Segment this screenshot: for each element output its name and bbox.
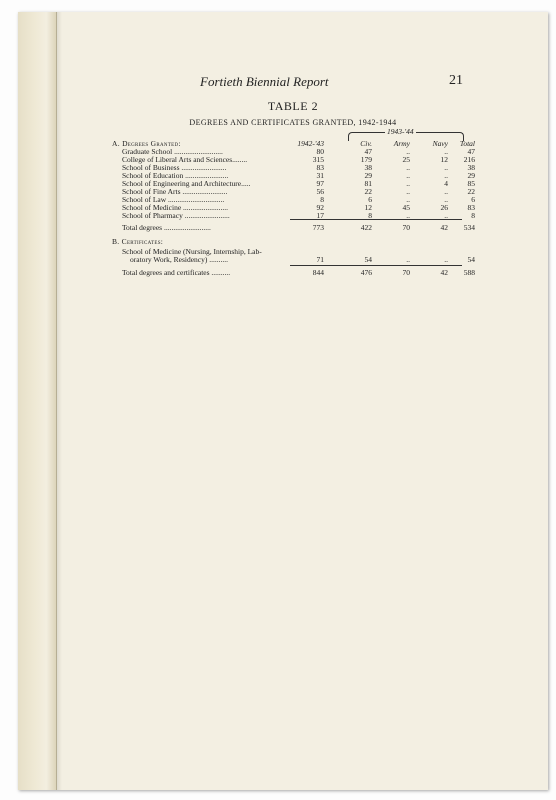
cell-navy: .. — [444, 195, 448, 204]
cell-civ: 47 — [364, 147, 372, 156]
column-header-total: Total — [459, 139, 475, 148]
cell-total: 83 — [467, 203, 475, 212]
cell-civ: 8 — [368, 211, 372, 220]
cell-navy: .. — [444, 171, 448, 180]
cell-1942-43: 92 — [316, 203, 324, 212]
cell-total: 29 — [467, 171, 475, 180]
cell-1942-43: 773 — [312, 223, 324, 232]
cell-navy: 4 — [444, 179, 448, 188]
cell-total: 588 — [463, 268, 475, 277]
table-title: TABLE 2 — [267, 99, 319, 113]
cell-army: .. — [406, 147, 410, 156]
cell-army: .. — [406, 255, 410, 264]
cell-total: 38 — [467, 163, 475, 172]
row-label: School of Education ....................... — [122, 171, 229, 180]
cell-total: 22 — [467, 187, 475, 196]
cell-total: 54 — [467, 255, 475, 264]
cell-total: 6 — [471, 195, 475, 204]
cell-army: 70 — [402, 268, 410, 277]
cell-1942-43: 315 — [312, 155, 324, 164]
cell-navy: .. — [444, 255, 448, 264]
column-header-army: Army — [393, 139, 410, 148]
cell-1942-43: 56 — [316, 187, 324, 196]
section-b-heading: B. Certificates: — [112, 237, 164, 246]
degrees-table — [112, 139, 475, 220]
grand-total-row — [112, 268, 475, 277]
cell-1942-43: 31 — [316, 171, 324, 180]
row-label: Graduate School .......................... — [122, 147, 223, 156]
spine-shadow — [56, 12, 62, 790]
row-label: School of Engineering and Architecture..... — [122, 179, 251, 188]
cell-civ: 422 — [360, 223, 372, 232]
table-row — [112, 255, 475, 264]
cell-civ: 81 — [364, 179, 372, 188]
degrees-total-block — [112, 223, 475, 232]
certificates-block — [112, 237, 475, 264]
cell-1942-43: 80 — [316, 147, 324, 156]
cell-navy: .. — [444, 187, 448, 196]
column-header-1942-43: 1942-'43 — [297, 139, 324, 148]
row-label: School of Law .............................. — [122, 195, 225, 204]
cell-civ: 22 — [364, 187, 372, 196]
total-degrees-row — [112, 223, 475, 232]
running-head: Fortieth Biennial Report — [200, 74, 329, 89]
cell-total: 47 — [467, 147, 475, 156]
binding-spine — [18, 12, 57, 790]
section-a-heading: A. Degrees Granted: — [112, 139, 181, 148]
cell-total: 216 — [463, 155, 475, 164]
cell-navy: 26 — [440, 203, 448, 212]
cell-navy: 42 — [440, 223, 448, 232]
cell-1942-43: 71 — [316, 255, 324, 264]
cell-1942-43: 844 — [312, 268, 324, 277]
grand-total-rule — [290, 265, 462, 266]
cell-civ: 476 — [360, 268, 372, 277]
cell-total: 8 — [471, 211, 475, 220]
grand-total-block — [112, 268, 475, 277]
row-label-continued: oratory Work, Residency) .......... — [130, 255, 228, 264]
column-group-label: 1943-'44 — [387, 127, 414, 136]
cell-navy: .. — [444, 211, 448, 220]
column-header-navy: Navy — [432, 139, 448, 148]
table-subtitle: DEGREES AND CERTIFICATES GRANTED, 1942-1944 — [189, 118, 397, 127]
row-label: Total degrees and certificates .......... — [122, 268, 231, 277]
cell-1942-43: 83 — [316, 163, 324, 172]
cell-1942-43: 97 — [316, 179, 324, 188]
column-header-civ: Civ. — [360, 139, 372, 148]
row-label: School of Pharmacy ........................ — [122, 211, 230, 220]
cell-civ: 38 — [364, 163, 372, 172]
cell-army: .. — [406, 171, 410, 180]
cell-navy: 12 — [440, 155, 448, 164]
cell-army: .. — [406, 187, 410, 196]
page-number: 21 — [449, 73, 463, 88]
cell-civ: 54 — [364, 255, 372, 264]
row-label: School of Fine Arts ........................ — [122, 187, 228, 196]
row-label: School of Medicine ........................ — [122, 203, 229, 212]
cell-1942-43: 8 — [320, 195, 324, 204]
row-label: School of Business ........................ — [122, 163, 227, 172]
row-label: College of Liberal Arts and Sciences........ — [122, 155, 248, 164]
cell-army: .. — [406, 163, 410, 172]
section-b-heading-row — [112, 238, 472, 246]
cell-army: 70 — [402, 223, 410, 232]
cell-civ: 6 — [368, 195, 372, 204]
cell-total: 85 — [467, 179, 475, 188]
cell-total: 534 — [463, 223, 475, 232]
cell-civ: 179 — [360, 155, 372, 164]
cell-army: .. — [406, 195, 410, 204]
cell-army: 25 — [402, 155, 410, 164]
cell-navy: .. — [444, 147, 448, 156]
cell-navy: 42 — [440, 268, 448, 277]
row-label: Total degrees ......................... — [122, 223, 211, 232]
row-label: School of Medicine (Nursing, Internship, Lab- — [122, 247, 262, 256]
page-sheet — [18, 12, 548, 790]
subtotal-rule — [290, 219, 462, 220]
cell-navy: .. — [444, 163, 448, 172]
cell-army: 45 — [402, 203, 410, 212]
cell-1942-43: 17 — [316, 211, 324, 220]
cell-civ: 29 — [364, 171, 372, 180]
cell-army: .. — [406, 179, 410, 188]
cell-civ: 12 — [364, 203, 372, 212]
cell-army: .. — [406, 211, 410, 220]
